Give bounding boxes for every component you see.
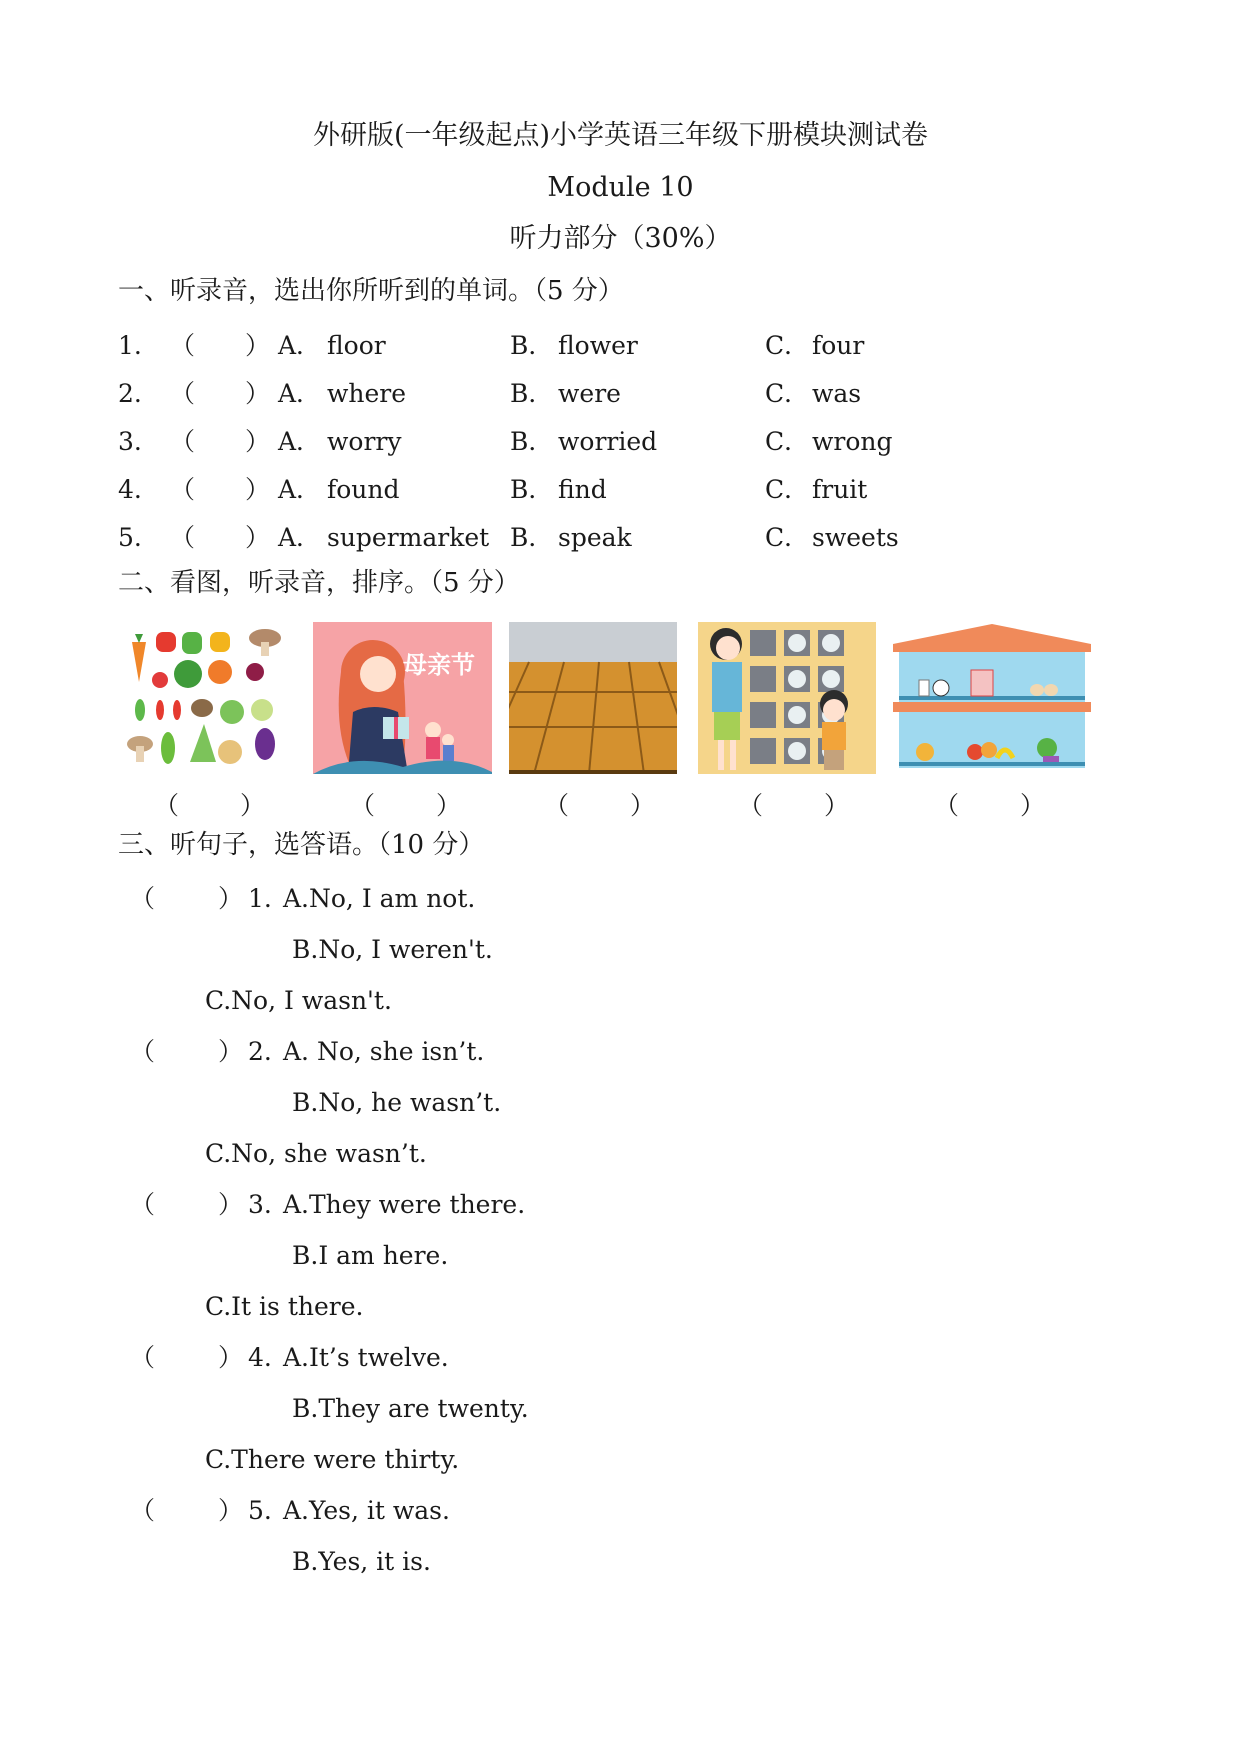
option-c: C.It is there. [205,1292,364,1321]
question-number: 4. [248,1343,272,1372]
option-b-letter: B． [510,475,554,504]
answer-bracket-open[interactable]: （ [130,884,156,913]
answer-bracket-close[interactable]: ） [218,884,244,913]
option-c-letter: C． [765,475,810,504]
answer-bracket-open[interactable]: （ [170,379,196,408]
option-a-letter: A． [278,427,322,456]
answer-bracket-open[interactable]: （ [544,791,570,820]
option-c: C.No, she wasn’t. [205,1139,427,1168]
option-b-text: speak [558,523,632,552]
option-a-letter: A． [278,475,322,504]
answer-bracket-open[interactable]: （ [154,791,180,820]
page-title: 外研版(一年级起点)小学英语三年级下册模块测试卷 [312,120,929,151]
answer-bracket-open[interactable]: （ [170,427,196,456]
option-a: A.It’s twelve. [283,1343,449,1372]
question-number: 1. [118,331,142,360]
part-title: 听力部分（30%） [509,223,732,254]
section3-heading: 三、听句子，选答语。（10 分） [118,830,485,860]
option-a-text: supermarket [327,523,490,552]
option-a: A. No, she isn’t. [283,1037,485,1066]
answer-bracket-open[interactable]: （ [934,791,960,820]
option-c-letter: C． [765,427,810,456]
option-b: B.They are twenty. [292,1394,529,1423]
option-a: A.No, I am not. [283,884,476,913]
question-number: 5. [248,1496,272,1525]
mothers-day-caption: 母亲节 [403,651,475,679]
answer-bracket-close[interactable]: ） [630,791,656,820]
answer-bracket-close[interactable]: ） [218,1343,244,1372]
answer-bracket-open[interactable]: （ [350,791,376,820]
option-a-letter: A． [278,523,322,552]
answer-bracket-open[interactable]: （ [170,475,196,504]
option-a-letter: A． [278,379,322,408]
module-title: Module 10 [547,172,694,203]
option-c-letter: C． [765,523,810,552]
option-a: A.Yes, it was. [283,1496,450,1525]
answer-bracket-close[interactable]: ） [245,379,271,408]
option-a-text: where [327,379,407,408]
option-b: B.No, he wasn’t. [292,1088,502,1117]
answer-bracket-open[interactable]: （ [130,1343,156,1372]
question-number: 3. [118,427,142,456]
option-c-text: wrong [812,427,893,456]
answer-bracket-close[interactable]: ） [218,1037,244,1066]
option-c-text: four [812,331,865,360]
wooden-floor-illustration [509,622,677,774]
option-c: C.There were thirty. [205,1445,460,1474]
answer-bracket-close[interactable]: ） [218,1496,244,1525]
question-number: 5. [118,523,142,552]
option-a-text: worry [327,427,402,456]
question-number: 4. [118,475,142,504]
answer-bracket-close[interactable]: ） [218,1190,244,1219]
option-b-letter: B． [510,427,554,456]
mothers-day-illustration [313,622,492,774]
question-number: 3. [248,1190,272,1219]
question-number: 2. [248,1037,272,1066]
option-c-letter: C． [765,331,810,360]
option-c-letter: C． [765,379,810,408]
answer-bracket-close[interactable]: ） [436,791,462,820]
option-b-text: were [558,379,621,408]
option-a-letter: A． [278,331,322,360]
option-c-text: fruit [812,475,868,504]
option-b-letter: B． [510,379,554,408]
option-b-text: worried [558,427,658,456]
option-b: B.No, I weren't. [292,935,493,964]
answer-bracket-close[interactable]: ） [245,331,271,360]
answer-bracket-open[interactable]: （ [738,791,764,820]
answer-bracket-open[interactable]: （ [130,1037,156,1066]
option-b-letter: B． [510,331,554,360]
answer-bracket-close[interactable]: ） [245,523,271,552]
option-a-text: floor [327,331,386,360]
supermarket-shelves-illustration [893,622,1091,774]
answer-bracket-close[interactable]: ） [1020,791,1046,820]
vegetables-illustration [120,622,290,774]
option-b: B.Yes, it is. [292,1547,431,1576]
answer-bracket-open[interactable]: （ [170,331,196,360]
supermarket-shopping-illustration [698,622,876,774]
option-c-text: was [812,379,862,408]
option-b: B.I am here. [292,1241,449,1270]
option-a-text: found [327,475,400,504]
option-c-text: sweets [812,523,899,552]
answer-bracket-close[interactable]: ） [245,475,271,504]
answer-bracket-close[interactable]: ） [245,427,271,456]
answer-bracket-open[interactable]: （ [130,1190,156,1219]
option-a: A.They were there. [283,1190,526,1219]
section2-heading: 二、看图，听录音，排序。（5 分） [118,568,520,598]
question-number: 2. [118,379,142,408]
answer-bracket-open[interactable]: （ [170,523,196,552]
question-number: 1. [248,884,272,913]
answer-bracket-close[interactable]: ） [240,791,266,820]
answer-bracket-close[interactable]: ） [824,791,850,820]
section1-heading: 一、听录音，选出你所听到的单词。（5 分） [118,276,624,306]
option-b-text: flower [558,331,638,360]
option-b-text: find [558,475,607,504]
answer-bracket-open[interactable]: （ [130,1496,156,1525]
option-c: C.No, I wasn't. [205,986,392,1015]
option-b-letter: B． [510,523,554,552]
